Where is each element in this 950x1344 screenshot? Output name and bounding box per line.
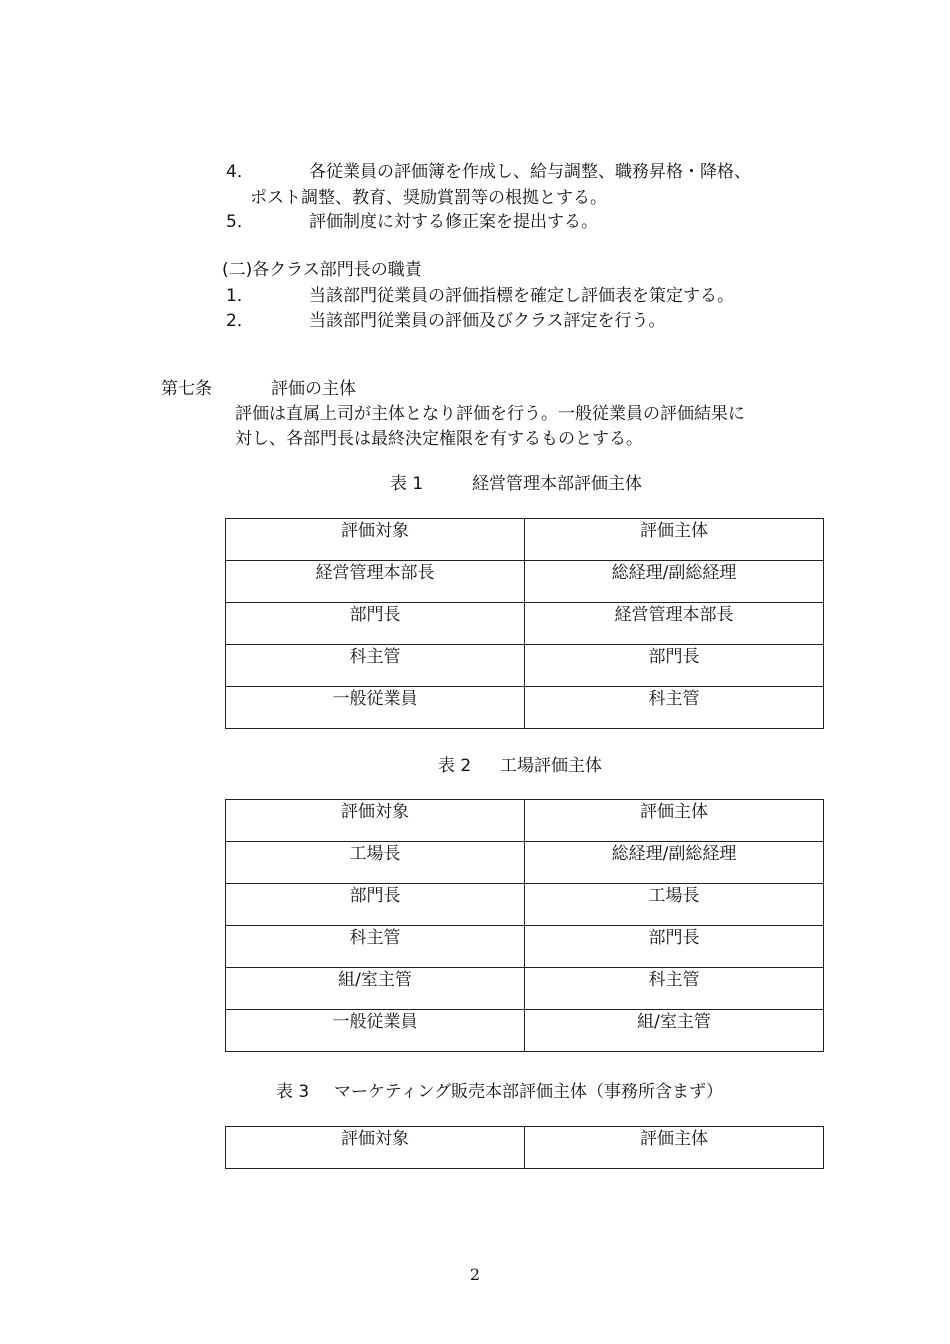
table-cell: 科主管 <box>226 926 525 968</box>
table-header-row <box>226 1127 824 1169</box>
table-caption-number: 表 2 <box>438 756 472 776</box>
table-cell: 一般従業員 <box>226 687 525 729</box>
table-row <box>226 926 824 968</box>
table-cell: 組/室主管 <box>226 968 525 1010</box>
table-caption-title: マーケティング販売本部評価主体（事務所含まず） <box>334 1082 724 1102</box>
table-caption-title: 工場評価主体 <box>500 756 603 776</box>
item-text-continuation: ポスト調整、教育、奨励賞罰等の根拠とする。 <box>250 188 607 208</box>
item-number: 2． <box>226 311 254 331</box>
table-row <box>226 645 824 687</box>
table-caption-number: 表 3 <box>276 1082 310 1102</box>
table-cell: 組/室主管 <box>525 1010 824 1052</box>
header-cell: 評価対象 <box>226 1127 525 1169</box>
header-cell: 評価主体 <box>525 1127 824 1169</box>
table-header-row <box>226 519 824 561</box>
table-caption <box>276 1080 723 1104</box>
article-body: 対し、各部門長は最終決定権限を有するものとする。 <box>235 429 643 449</box>
table-cell: 科主管 <box>525 968 824 1010</box>
table-row <box>226 842 824 884</box>
table-cell: 経営管理本部長 <box>226 561 525 603</box>
header-cell: 評価主体 <box>525 800 824 842</box>
item-text: 当該部門従業員の評価指標を確定し評価表を策定する。 <box>309 286 734 306</box>
table-cell: 工場長 <box>226 842 525 884</box>
table-row <box>226 561 824 603</box>
item-text: 当該部門従業員の評価及びクラス評定を行う。 <box>309 311 666 331</box>
table-cell: 総経理/副総経理 <box>525 561 824 603</box>
item-number: 1． <box>226 286 254 306</box>
table-caption-number: 表 1 <box>390 474 424 494</box>
table-cell: 工場長 <box>525 884 824 926</box>
header-cell: 評価対象 <box>226 519 525 561</box>
item-text: 各従業員の評価簿を作成し、給与調整、職務昇格・降格、 <box>309 162 751 182</box>
table-cell: 部門長 <box>226 884 525 926</box>
item-text: 評価制度に対する修正案を提出する。 <box>309 212 598 232</box>
table-cell: 科主管 <box>226 645 525 687</box>
article-number: 第七条 <box>161 379 212 399</box>
evaluation-table-2 <box>225 799 824 1052</box>
item-number: 5． <box>226 212 254 232</box>
table-row <box>226 687 824 729</box>
table-caption-title: 経営管理本部評価主体 <box>472 474 643 494</box>
table-row <box>226 884 824 926</box>
table-cell: 総経理/副総経理 <box>525 842 824 884</box>
table-cell: 一般従業員 <box>226 1010 525 1052</box>
table-header-row <box>226 800 824 842</box>
table-cell: 科主管 <box>525 687 824 729</box>
header-cell: 評価対象 <box>226 800 525 842</box>
table-cell: 経営管理本部長 <box>525 603 824 645</box>
item-number: 4． <box>226 162 254 182</box>
table-row <box>226 1010 824 1052</box>
table-cell: 部門長 <box>525 926 824 968</box>
table-row <box>226 603 824 645</box>
table-cell: 部門長 <box>226 603 525 645</box>
page-number: 2 <box>469 1265 481 1284</box>
table-cell: 部門長 <box>525 645 824 687</box>
evaluation-table-1 <box>225 518 824 729</box>
evaluation-table-3 <box>225 1126 824 1169</box>
table-caption <box>438 754 602 778</box>
article-title: 評価の主体 <box>271 379 356 399</box>
sub-heading: (二)各クラス部門長の職責 <box>222 260 422 280</box>
table-row <box>226 968 824 1010</box>
table-caption <box>390 472 642 496</box>
article-body: 評価は直属上司が主体となり評価を行う。一般従業員の評価結果に <box>235 404 745 424</box>
header-cell: 評価主体 <box>525 519 824 561</box>
